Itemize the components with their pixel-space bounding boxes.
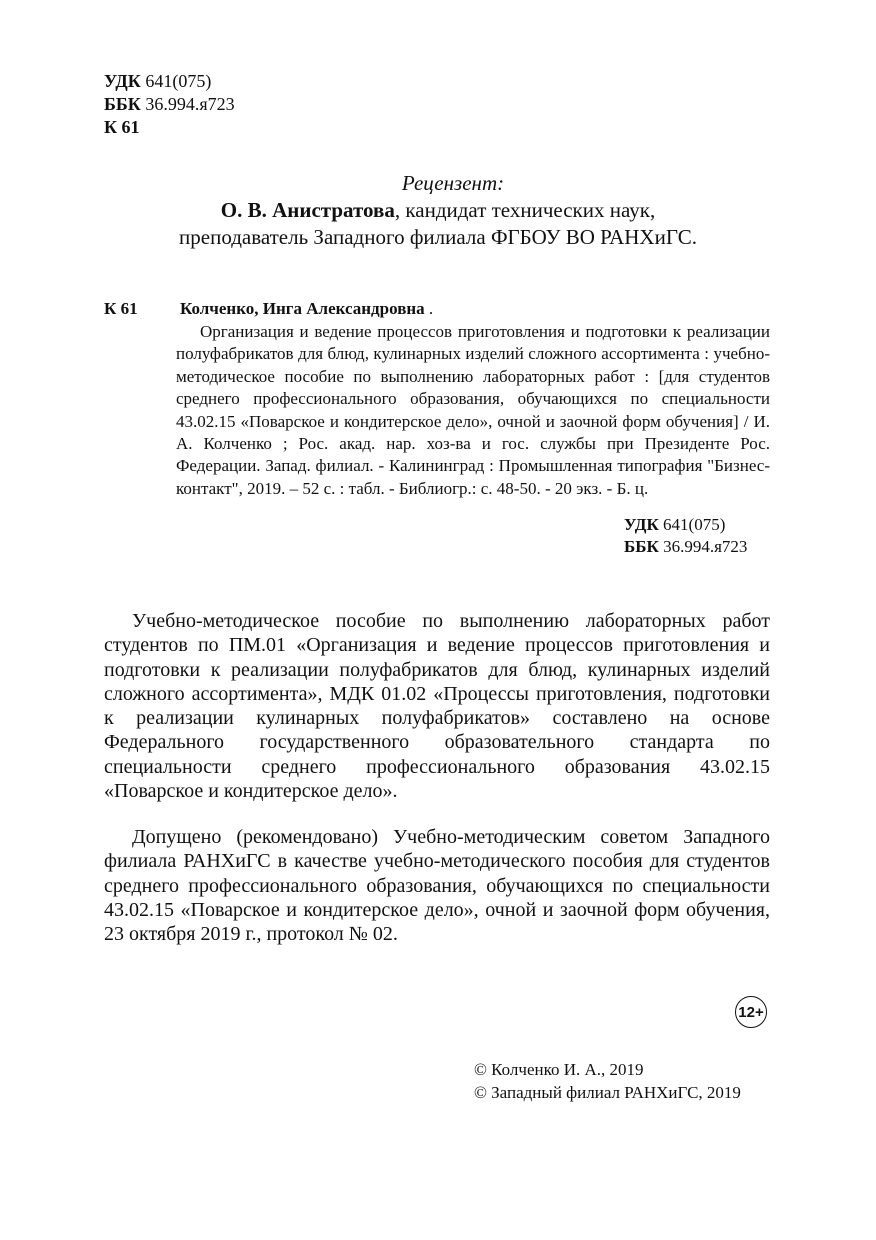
annotation-paragraph: Учебно-методическое пособие по выполнению лабораторных работ студентов по ПМ.01 «Организация и ведение процессов приготовления и подготовки к реализации полуфабрикатов для блюд, кулинарных изделий сложного ассортимента», МДК 01.02 «Процессы приготовления, подготовки к реализации кулинарных полуфабрикатов» составлено на основе Федерального государственного образовательного стандарта по специальности среднего профессионального образования 43.02.15 «Поварское и кондитерское дело». — [104, 610, 770, 803]
udk-line: УДК 641(075) — [104, 71, 212, 91]
bbk-line: ББК 36.994.я723 — [104, 94, 235, 114]
catalog-author: Колченко, Инга Александровна . — [180, 299, 434, 318]
catalog-bbk: ББК 36.994.я723 — [624, 537, 748, 556]
copyright-author: © Колченко И. А., 2019 — [474, 1060, 644, 1079]
catalog-code: К 61 — [104, 299, 138, 318]
catalog-codes — [624, 514, 747, 558]
age-rating-badge: 12+ — [735, 996, 767, 1028]
reviewer-label: Рецензент: — [401, 171, 505, 195]
catalog-udk: УДК 641(075) — [624, 515, 726, 534]
catalog-description: Организация и ведение процессов приготовления и подготовки к реализации полуфабрикатов для блюд, кулинарных изделий сложного ассортимента : учебно-методическое пособие по выполнению лабораторных работ : [для студентов среднего профессионального образования, обучающихся по специальности 43.02.15 «Поварское и кондитерское дело», очной и заочной форм обучения] / И. А. Колченко ; Рос. акад. нар. хоз-ва и гос. службы при Президенте Рос. Федерации. Запад. филиал. - Калининград : Промышленная типография "Бизнес-контакт", 2019. – 52 с. : табл. - Библиогр.: с. 48-50. - 20 экз. - Б. ц. — [176, 322, 770, 498]
classification-block — [104, 70, 235, 139]
reviewer-name: О. В. Анистратова — [220, 198, 395, 222]
reviewer-name-line: О. В. Анистратова, кандидат технических наук, — [220, 198, 656, 222]
approval-paragraph: Допущено (рекомендовано) Учебно-методическим советом Западного филиала РАНХиГС в качестве учебно-методического пособия для студентов среднего профессионального образования, обучающихся по специальности 43.02.15 «Поварское и кондитерское дело», очной и заочной форм обучения, 23 октября 2019 г., протокол № 02. — [104, 826, 770, 946]
reviewer-block — [0, 170, 876, 251]
author-mark: К 61 — [104, 117, 140, 137]
copyright-block — [474, 1058, 741, 1104]
reviewer-position: преподаватель Западного филиала ФГБОУ ВО РАНХиГС. — [179, 225, 697, 249]
copyright-publisher: © Западный филиал РАНХиГС, 2019 — [474, 1083, 741, 1102]
